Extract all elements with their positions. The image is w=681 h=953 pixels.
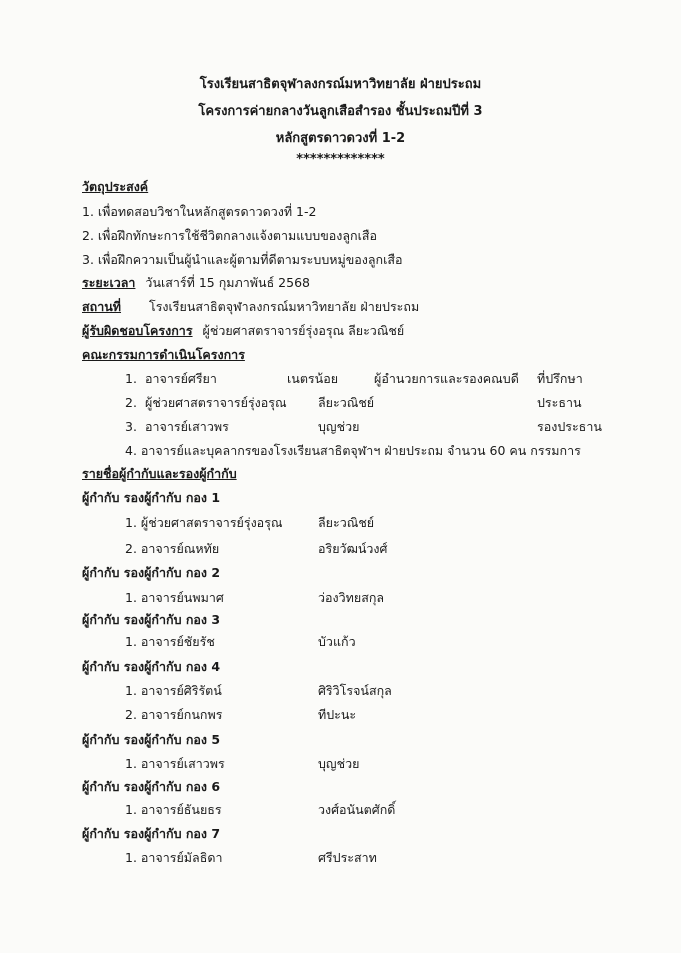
member-name: 1. อาจารย์นพมาศ	[125, 590, 224, 605]
committee-role: ที่ปรึกษา	[537, 371, 583, 386]
group-label: ผู้กำกับ รองผู้กำกับ กอง 4	[82, 659, 221, 674]
committee-role: รองประธาน	[537, 419, 602, 434]
member-name: 1. อาจารย์ชัยรัช	[125, 634, 215, 649]
header-stars: *************	[296, 152, 385, 167]
place-value: โรงเรียนสาธิตจุฬาลงกรณ์มหาวิทยาลัย ฝ่ายประถม	[149, 299, 420, 314]
date-value: วันเสาร์ที่ 15 กุมภาพันธ์ 2568	[145, 275, 310, 290]
place-row	[82, 298, 419, 316]
objective-item: 1. เพื่อทดสอบวิชาในหลักสูตรดาวดวงที่ 1-2	[82, 204, 317, 219]
committee-num: 3.	[125, 419, 137, 434]
group-label: ผู้กำกับ รองผู้กำกับ กอง 5	[82, 732, 221, 747]
member-surname: ศิริวิโรจน์สกุล	[318, 683, 392, 698]
committee-name: อาจารย์เสาวพร	[145, 419, 229, 434]
owner-row	[82, 322, 404, 340]
group-label: ผู้กำกับ รองผู้กำกับ กอง 7	[82, 826, 221, 841]
group-label: ผู้กำกับ รองผู้กำกับ กอง 2	[82, 565, 221, 580]
member-surname: บุญช่วย	[318, 756, 360, 771]
member-surname: ลียะวณิชย์	[318, 515, 375, 530]
member-name: 1. อาจารย์เสาวพร	[125, 756, 225, 771]
objective-item: 2. เพื่อฝึกทักษะการใช้ชีวิตกลางแจ้งตามแบบของลูกเสือ	[82, 228, 378, 243]
member-name: 1. อาจารย์มัลธิดา	[125, 850, 223, 865]
date-label: ระยะเวลา	[82, 275, 136, 290]
group-label: ผู้กำกับ รองผู้กำกับ กอง 1	[82, 490, 221, 505]
committee-name: อาจารย์ศรียา	[145, 371, 217, 386]
member-name: 2. อาจารย์กนกพร	[125, 707, 223, 722]
committee-heading: คณะกรรมการดำเนินโครงการ	[82, 347, 245, 362]
committee-num: 1.	[125, 371, 137, 386]
member-surname: ทีปะนะ	[318, 707, 357, 722]
objectives-heading: วัตถุประสงค์	[82, 179, 149, 194]
group-label: ผู้กำกับ รองผู้กำกับ กอง 3	[82, 612, 221, 627]
member-surname: บัวแก้ว	[318, 634, 356, 649]
member-surname: ว่องวิทยสกุล	[318, 590, 385, 605]
member-name: 1. อาจารย์ธันยธร	[125, 802, 222, 817]
committee-num: 2.	[125, 395, 137, 410]
place-label: สถานที่	[82, 299, 122, 314]
committee-role: ประธาน	[537, 395, 582, 410]
date-row	[82, 274, 310, 292]
header-project: โครงการค่ายกลางวันลูกเสือสำรอง ชั้นประถมปีที่ 3	[198, 104, 483, 119]
committee-name: ผู้ช่วยศาสตราจารย์รุ่งอรุณ	[145, 395, 287, 410]
committee-surname: ลียะวณิชย์	[318, 395, 375, 410]
header-school: โรงเรียนสาธิตจุฬาลงกรณ์มหาวิทยาลัย ฝ่ายประถม	[199, 77, 482, 92]
member-name: 2. อาจารย์ณหทัย	[125, 541, 220, 556]
member-surname: วงศ์อนันตศักดิ์	[318, 802, 396, 817]
member-surname: ศรีประสาท	[318, 850, 377, 865]
committee-row-4: 4. อาจารย์และบุคลากรของโรงเรียนสาธิตจุฬาฯ ฝ่ายประถม จำนวน 60 คน กรรมการ	[125, 443, 581, 458]
owner-value: ผู้ช่วยศาสตราจารย์รุ่งอรุณ ลียะวณิชย์	[202, 323, 405, 338]
member-surname: อริยวัฒน์วงศ์	[318, 541, 388, 556]
member-name: 1. อาจารย์ศิริรัตน์	[125, 683, 222, 698]
owner-label: ผู้รับผิดชอบโครงการ	[82, 323, 193, 338]
supervisors-heading: รายชื่อผู้กำกับและรองผู้กำกับ	[82, 466, 237, 481]
header-curriculum: หลักสูตรดาวดวงที่ 1-2	[275, 131, 406, 146]
group-label: ผู้กำกับ รองผู้กำกับ กอง 6	[82, 779, 221, 794]
committee-surname: เนตรน้อย	[287, 371, 339, 386]
objective-item: 3. เพื่อฝึกความเป็นผู้นำและผู้ตามที่ดีตามระบบหมู่ของลูกเสือ	[82, 252, 403, 267]
committee-title: ผู้อำนวยการและรองคณบดี	[374, 371, 519, 386]
committee-surname: บุญช่วย	[318, 419, 360, 434]
member-name: 1. ผู้ช่วยศาสตราจารย์รุ่งอรุณ	[125, 515, 283, 530]
